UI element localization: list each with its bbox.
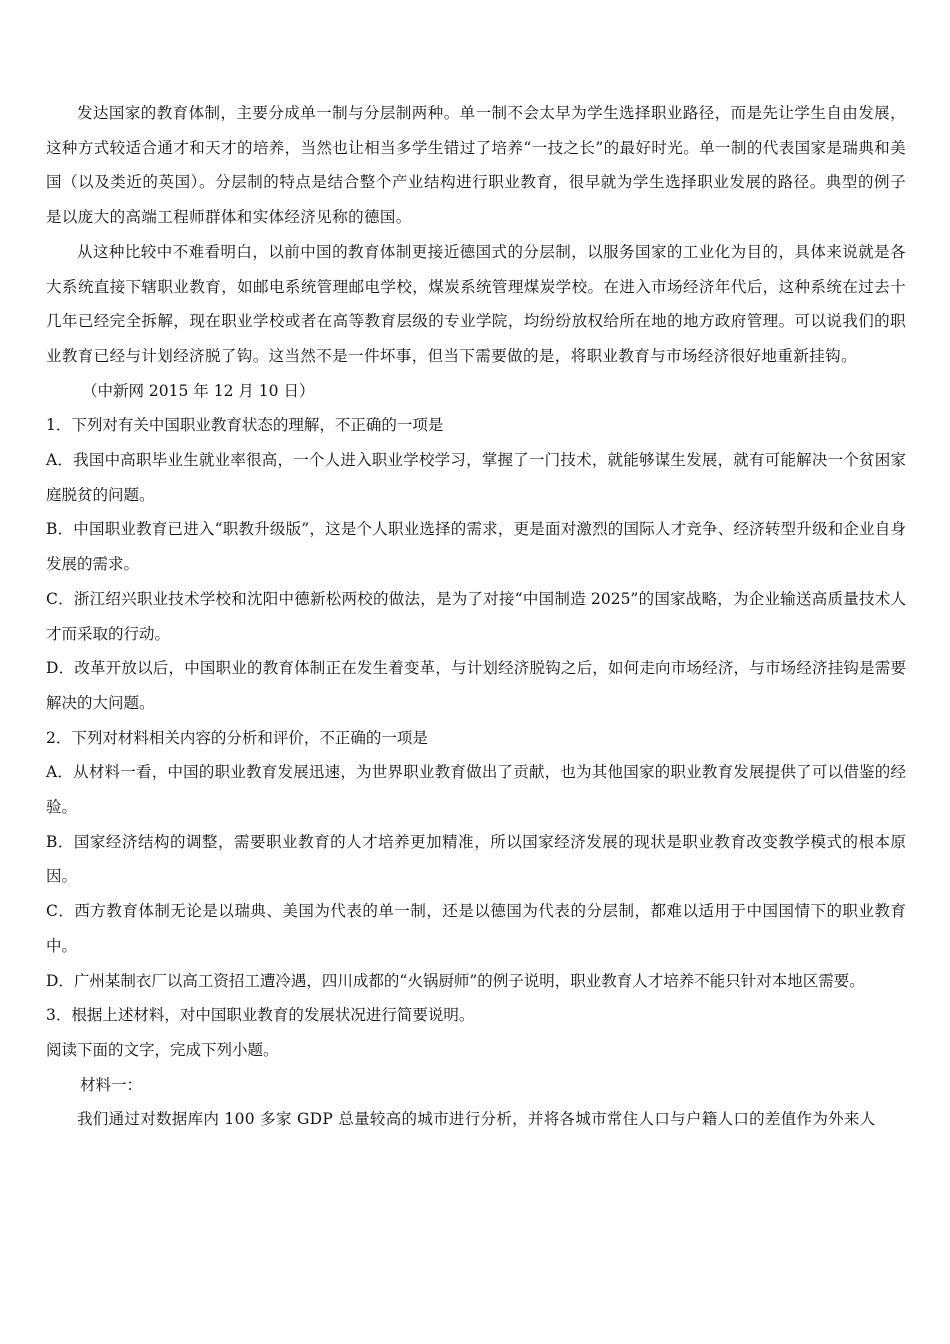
- passage-source: （中新网 2015 年 12 月 10 日）: [82, 381, 315, 400]
- material-title: 材料一：: [80, 1075, 143, 1094]
- question-1-option-d: D．改革开放以后，中国职业的教育体制正在发生着变革，与计划经济脱钩之后，如何走向市场经济，与市场经济挂钩是需要解决的大问题。: [46, 659, 906, 712]
- question-1-option-a: A．我国中高职毕业生就业率很高，一个人进入职业学校学习，掌握了一门技术，就能够谋生发展，就有可能解决一个贫困家庭脱贫的问题。: [46, 451, 906, 504]
- question-1-option-b: B．中国职业教育已进入“职教升级版”，这是个人职业选择的需求，更是面对激烈的国际人才竞争、经济转型升级和企业自身发展的需求。: [46, 520, 906, 574]
- reading-instruction: 阅读下面的文字，完成下列小题。: [46, 1040, 279, 1059]
- question-2-stem: 2．下列对材料相关内容的分析和评价，不正确的一项是: [46, 728, 428, 747]
- question-2-option-c: C．西方教育体制无论是以瑞典、美国为代表的单一制，还是以德国为代表的分层制，都难以适用于中国国情下的职业教育中。: [46, 902, 906, 955]
- passage-paragraph-2: 从这种比较中不难看明白，以前中国的教育体制更接近德国式的分层制，以服务国家的工业化为目的，具体来说就是各大系统直接下辖职业教育，如邮电系统管理邮电学校，煤炭系统管理煤炭学校。在进入市场经济年代后，这种系统在过去十几年已经完全拆解，现在职业学校或者在高等教育层级的专业学院，均纷纷放权给所在地的地方政府管理。可以说我们的职业教育已经与计划经济脱了钩。这当然不是一件坏事，但当下需要做的是，将职业教育与市场经济很好地重新挂钩。: [46, 242, 906, 365]
- material-first-line: 我们通过对数据库内 100 多家 GDP 总量较高的城市进行分析，并将各城市常住人口与户籍人口的差值作为外来人: [77, 1110, 876, 1129]
- question-1-option-c: C．浙江绍兴职业技术学校和沈阳中德新松两校的做法，是为了对接“中国制造 2025”的国家战略，为企业输送高质量技术人才而采取的行动。: [46, 589, 906, 643]
- question-2-option-a: A．从材料一看，中国的职业教育发展迅速，为世界职业教育做出了贡献，也为其他国家的职业教育发展提供了可以借鉴的经验。: [46, 763, 906, 817]
- document-page: [46, 96, 906, 1137]
- passage-paragraph-1: 发达国家的教育体制，主要分成单一制与分层制两种。单一制不会太早为学生选择职业路径，而是先让学生自由发展，这种方式较适合通才和天才的培养，当然也让相当多学生错过了培养“一技之长”的最好时光。单一制的代表国家是瑞典和美国（以及类近的英国）。分层制的特点是结合整个产业结构进行职业教育，很早就为学生选择职业发展的路径。典型的例子是以庞大的高端工程师群体和实体经济见称的德国。: [46, 104, 906, 227]
- question-3-stem: 3．根据上述材料，对中国职业教育的发展状况进行简要说明。: [46, 1006, 475, 1025]
- question-1-stem: 1．下列对有关中国职业教育状态的理解，不正确的一项是: [46, 416, 444, 435]
- question-2-option-d: D．广州某制衣厂以高工资招工遭冷遇，四川成都的“火锅厨师”的例子说明，职业教育人才培养不能只针对本地区需要。: [46, 971, 865, 990]
- question-2-option-b: B．国家经济结构的调整，需要职业教育的人才培养更加精准，所以国家经济发展的现状是职业教育改变教学模式的根本原因。: [46, 832, 906, 886]
